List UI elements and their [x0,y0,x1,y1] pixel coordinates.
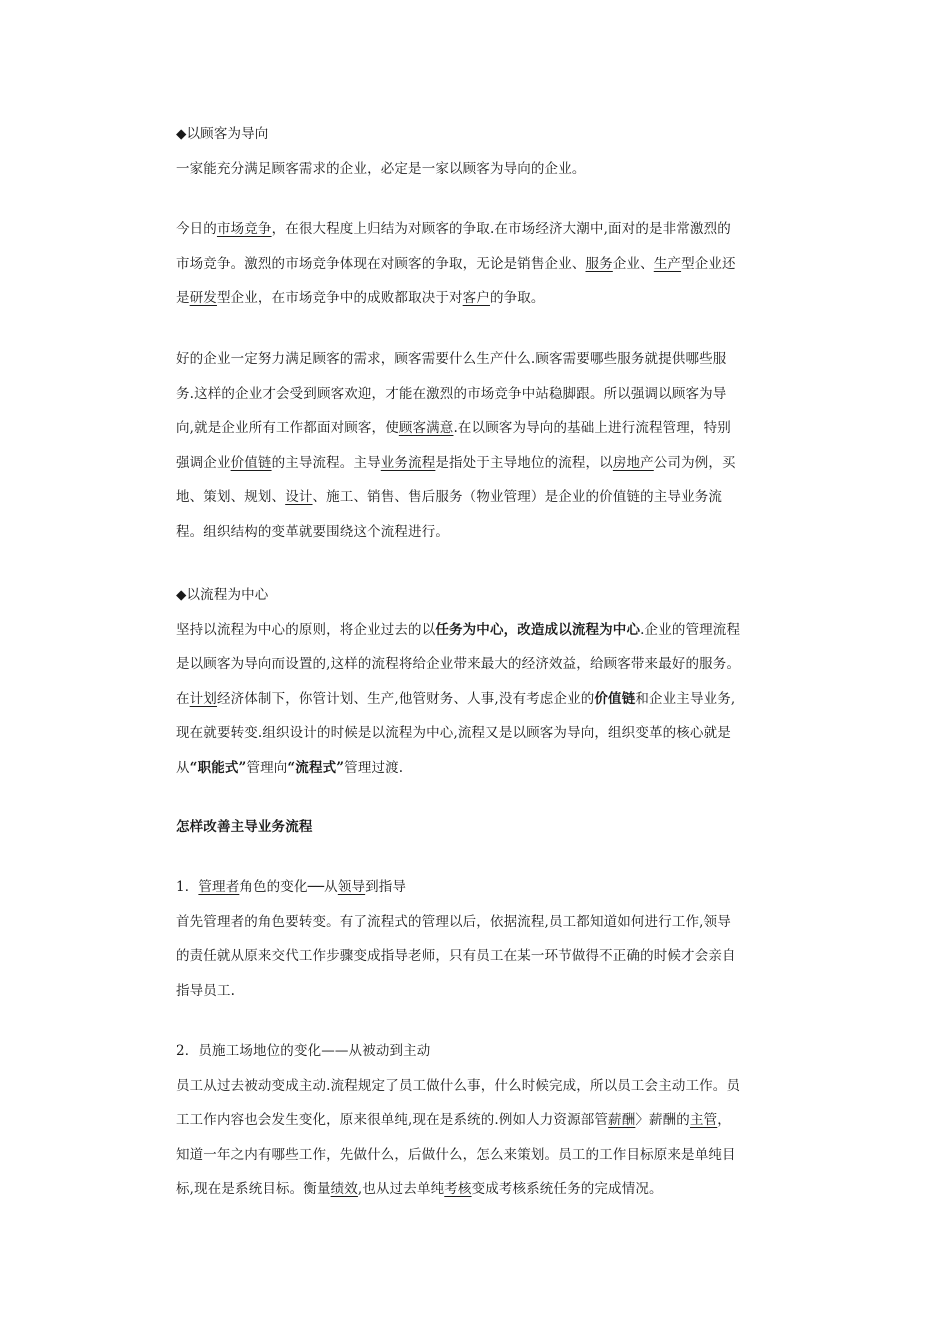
paragraph-line: 向,就是企业所有工作都面对顾客，使顾客满意.在以顾客为导向的基础上进行流程管理，特别 [176,420,731,436]
paragraph-line: 地、策划、规划、设计、施工、销售、售后服务（物业管理）是企业的价值链的主导业务流 [176,489,723,505]
paragraph-line: 工工作内容也会发生变化，原来很单纯,现在是系统的.例如人力资源部管薪酬〉薪酬的主管， [176,1112,731,1128]
paragraph-line: 首先管理者的角色要转变。有了流程式的管理以后，依据流程,员工都知道如何进行工作,领导 [176,913,731,930]
link-supervisor[interactable]: 主管 [689,1112,718,1128]
link-rnd[interactable]: 研发 [189,290,217,306]
link-customer[interactable]: 客户 [462,290,490,306]
link-market-competition[interactable]: 市场竞争 [216,221,272,237]
paragraph-line: 程。组织结构的变革就要围绕这个流程进行。 [176,523,449,540]
paragraph-line: 从“职能式”管理向“流程式”管理过渡. [176,759,404,776]
link-leader[interactable]: 领导 [337,879,366,895]
paragraph-line: 员工从过去被动变成主动.流程规定了员工做什么事，什么时候完成，所以员工会主动工作。员 [176,1077,741,1094]
item-heading: 1．管理者角色的变化──从领导到指导 [176,879,407,895]
link-service[interactable]: 服务 [585,255,613,272]
section-customer-oriented [176,117,776,186]
paragraph-line: 强调企业价值链的主导流程。主导业务流程是指处于主导地位的流程，以房地产公司为例，买 [176,454,736,471]
link-plan[interactable]: 计划 [189,690,217,707]
paragraph-line: 务.这样的企业才会受到顾客欢迎，才能在激烈的市场竞争中站稳脚跟。所以强调以顾客为导 [176,385,727,402]
link-real-estate[interactable]: 房地产 [612,454,654,471]
section-heading: ◆以顾客为导向 [176,126,269,142]
paragraph-line: 现在就要转变.组织设计的时候是以流程为中心,流程又是以顾客为导向，组织变革的核心就是 [176,725,731,741]
paragraph-market-competition [176,212,776,316]
paragraph-line: 标,现在是系统目标。衡量绩效,也从过去单纯考核变成考核系统任务的完成情况。 [176,1181,663,1197]
paragraph-line: 好的企业一定努力满足顾客的需求，顾客需要什么生产什么.顾客需要哪些服务就提供哪些服 [176,351,727,367]
item-employee-status [176,1034,776,1207]
link-assessment[interactable]: 考核 [444,1181,472,1197]
link-business-process[interactable]: 业务流程 [380,454,436,471]
item-manager-role [176,870,776,1008]
link-performance[interactable]: 绩效 [330,1181,358,1197]
link-customer-satisfaction[interactable]: 顾客满意 [398,420,454,436]
paragraph-line: 是以顾客为导向而设置的,这样的流程将给企业带来最大的经济效益，给顾客带来最好的服务。 [176,656,741,672]
paragraph-good-enterprise [176,342,776,549]
link-value-chain[interactable]: 价值链 [230,454,272,471]
paragraph-line: 今日的市场竞争，在很大程度上归结为对顾客的争取.在市场经济大潮中,面对的是非常激烈的 [176,221,731,237]
paragraph-line: 坚持以流程为中心的原则，将企业过去的以任务为中心，改造成以流程为中心.企业的管理流程 [176,621,741,638]
paragraph-line: 在计划经济体制下，你管计划、生产,他管财务、人事,没有考虑企业的价值链和企业主导业务, [176,690,736,707]
link-production[interactable]: 生产 [653,255,682,272]
section-title: 怎样改善主导业务流程 [176,819,313,835]
paragraph-line: 知道一年之内有哪些工作，先做什么，后做什么，怎么来策划。员工的工作目标原来是单纯目 [176,1146,736,1163]
paragraph-line: 指导员工. [176,982,236,999]
paragraph-line: 是研发型企业，在市场竞争中的成败都取决于对客户的争取。 [176,290,545,306]
paragraph-line: 市场竞争。激烈的市场竞争体现在对顾客的争取，无论是销售企业、服务企业、生产型企业还 [176,255,736,272]
item-heading: 2．员施工场地位的变化——从被动到主动 [176,1043,431,1059]
section-process-centered [176,578,776,785]
section-heading: ◆以流程为中心 [176,587,269,603]
link-design[interactable]: 设计 [285,489,313,505]
link-manager[interactable]: 管理者 [198,879,240,895]
paragraph-line: 的责任就从原来交代工作步骤变成指导老师，只有员工在某一环节做得不正确的时候才会亲自 [176,948,736,964]
paragraph-line: 一家能充分满足顾客需求的企业，必定是一家以顾客为导向的企业。 [176,160,586,177]
section-improve-process [176,810,776,845]
link-salary[interactable]: 薪酬 [608,1112,636,1128]
